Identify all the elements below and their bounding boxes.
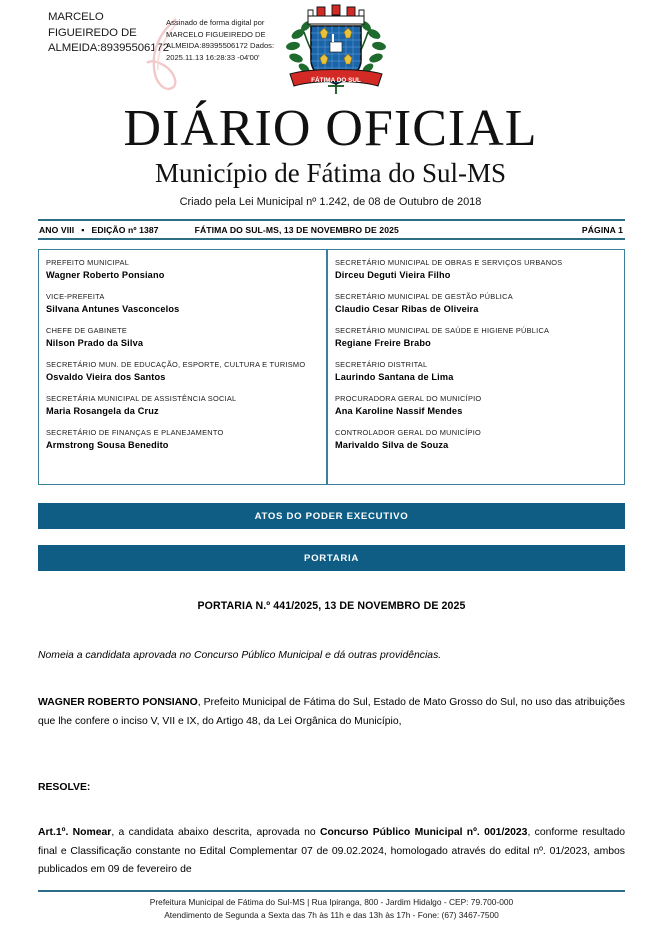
signature-details: Assinado de forma digital por MARCELO FIGUEIREDO DE ALMEIDA:89395506172 Dados: 2025.11.13 16:28:33 -04'00' — [166, 18, 275, 62]
official-role: SECRETÁRIO MUNICIPAL DE GESTÃO PÚBLICA — [335, 292, 513, 301]
officials-column-left — [38, 249, 327, 485]
act-article-text-1: , a candidata abaixo descrita, aprovada no — [111, 827, 320, 838]
act-article-1 — [38, 824, 625, 880]
masthead-subtitle: Município de Fátima do Sul-MS — [155, 158, 506, 188]
official-role: SECRETÁRIO MUNICIPAL DE OBRAS E SERVIÇOS URBANOS — [335, 258, 563, 267]
official-name: Marivaldo Silva de Souza — [335, 439, 449, 450]
act-preamble-text: , Prefeito Municipal de Fátima do Sul, Estado de Mato Grosso do Sul, no uso das atribuições que lhe confere o inciso V, VII e IX, do Artigo 48, da Lei Orgânica do Município, — [38, 697, 625, 727]
edition-year: ANO VIII — [39, 224, 75, 235]
official-name: Claudio Cesar Ribas de Oliveira — [335, 303, 479, 314]
footer-address: Prefeitura Municipal de Fátima do Sul-MS | Rua Ipiranga, 800 - Jardim Hidalgo - CEP: 79.700-000 — [149, 897, 514, 907]
official-role: SECRETÁRIO DE FINANÇAS E PLANEJAMENTO — [46, 428, 224, 437]
official-role: SECRETÁRIO MUNICIPAL DE SAÚDE E HIGIENE PÚBLICA — [335, 326, 550, 335]
official-entry — [335, 428, 624, 451]
official-name: Wagner Roberto Ponsiano — [46, 269, 165, 280]
official-role: VICE-PREFEITA — [46, 292, 105, 301]
section-banner-portaria: PORTARIA — [38, 545, 625, 571]
official-name: Osvaldo Vieira dos Santos — [46, 371, 166, 382]
edition-number: EDIÇÃO nº 1387 — [91, 224, 159, 235]
official-entry — [46, 428, 326, 451]
crest-motto: FÁTIMA DO SUL — [311, 77, 361, 84]
digital-signature-block — [48, 10, 278, 98]
act-ementa: Nomeia a candidata aprovada no Concurso Público Municipal e dá outras providências. — [38, 650, 442, 661]
act-article-label: Art.1º. Nomear — [38, 827, 112, 838]
page-footer — [38, 890, 625, 922]
official-entry — [46, 394, 326, 417]
official-entry — [335, 360, 624, 383]
page-number: PÁGINA 1 — [581, 224, 623, 235]
official-role: CONTROLADOR GERAL DO MUNICÍPIO — [335, 428, 482, 437]
official-role: PREFEITO MUNICIPAL — [46, 258, 130, 267]
official-entry — [46, 360, 326, 383]
official-entry — [335, 394, 624, 417]
official-role: SECRETÁRIO DISTRITAL — [335, 360, 428, 369]
masthead-law-line: Criado pela Lei Municipal nº 1.242, de 08 de Outubro de 2018 — [179, 196, 482, 208]
official-entry — [335, 258, 624, 281]
official-entry — [335, 326, 624, 349]
official-name: Silvana Antunes Vasconcelos — [46, 303, 180, 314]
act-preamble — [38, 694, 625, 731]
official-role: SECRETÁRIO MUN. DE EDUCAÇÃO, ESPORTE, CULTURA E TURISMO — [46, 360, 306, 369]
footer-hours: Atendimento de Segunda a Sexta das 7h às 11h e das 13h às 17h - Fone: (67) 3467-7500 — [164, 910, 499, 920]
masthead — [0, 102, 661, 210]
edition-city-date: FÁTIMA DO SUL-MS, 13 DE NOVEMBRO DE 2025 — [194, 224, 399, 235]
official-name: Armstrong Sousa Benedito — [46, 439, 169, 450]
official-name: Laurindo Santana de Lima — [335, 371, 454, 382]
act-preamble-name: WAGNER ROBERTO PONSIANO — [38, 697, 198, 708]
act-article-contest: Concurso Público Municipal nº. 001/2023 — [319, 827, 528, 838]
official-name: Dirceu Deguti Vieira Filho — [335, 269, 451, 280]
official-name: Nilson Prado da Silva — [46, 337, 144, 348]
coat-of-arms-icon — [284, 2, 388, 98]
page-title: DIÁRIO OFICIAL — [123, 100, 538, 157]
signature-name: MARCELO FIGUEIREDO DE ALMEIDA:89395506172 — [48, 11, 169, 54]
official-entry — [46, 326, 326, 349]
official-role: PROCURADORA GERAL DO MUNICÍPIO — [335, 394, 482, 403]
act-article-text-2: , conforme resultado final e Classificação constante no Edital Complementar 07 de 09.02.2024, homologado através do edital nº. 01/2023, ambos publicados em 09 de fevereiro de — [38, 827, 625, 875]
official-entry — [46, 292, 326, 315]
official-role: CHEFE DE GABINETE — [46, 326, 128, 335]
bullet-separator-icon: ▪ — [81, 224, 85, 235]
act-resolve: RESOLVE: — [38, 782, 91, 793]
official-name: Ana Karoline Nassif Mendes — [335, 405, 463, 416]
official-entry — [46, 258, 326, 281]
official-entry — [335, 292, 624, 315]
act-title: PORTARIA N.º 441/2025, 13 DE NOVEMBRO DE 2025 — [197, 600, 466, 612]
official-name: Maria Rosangela da Cruz — [46, 405, 159, 416]
officials-column-right — [327, 249, 625, 485]
official-name: Regiane Freire Brabo — [335, 337, 431, 348]
officials-table — [38, 249, 625, 485]
official-role: SECRETÁRIA MUNICIPAL DE ASSISTÊNCIA SOCIAL — [46, 394, 237, 403]
section-banner-executive: ATOS DO PODER EXECUTIVO — [38, 503, 625, 529]
edition-bar — [38, 219, 625, 240]
